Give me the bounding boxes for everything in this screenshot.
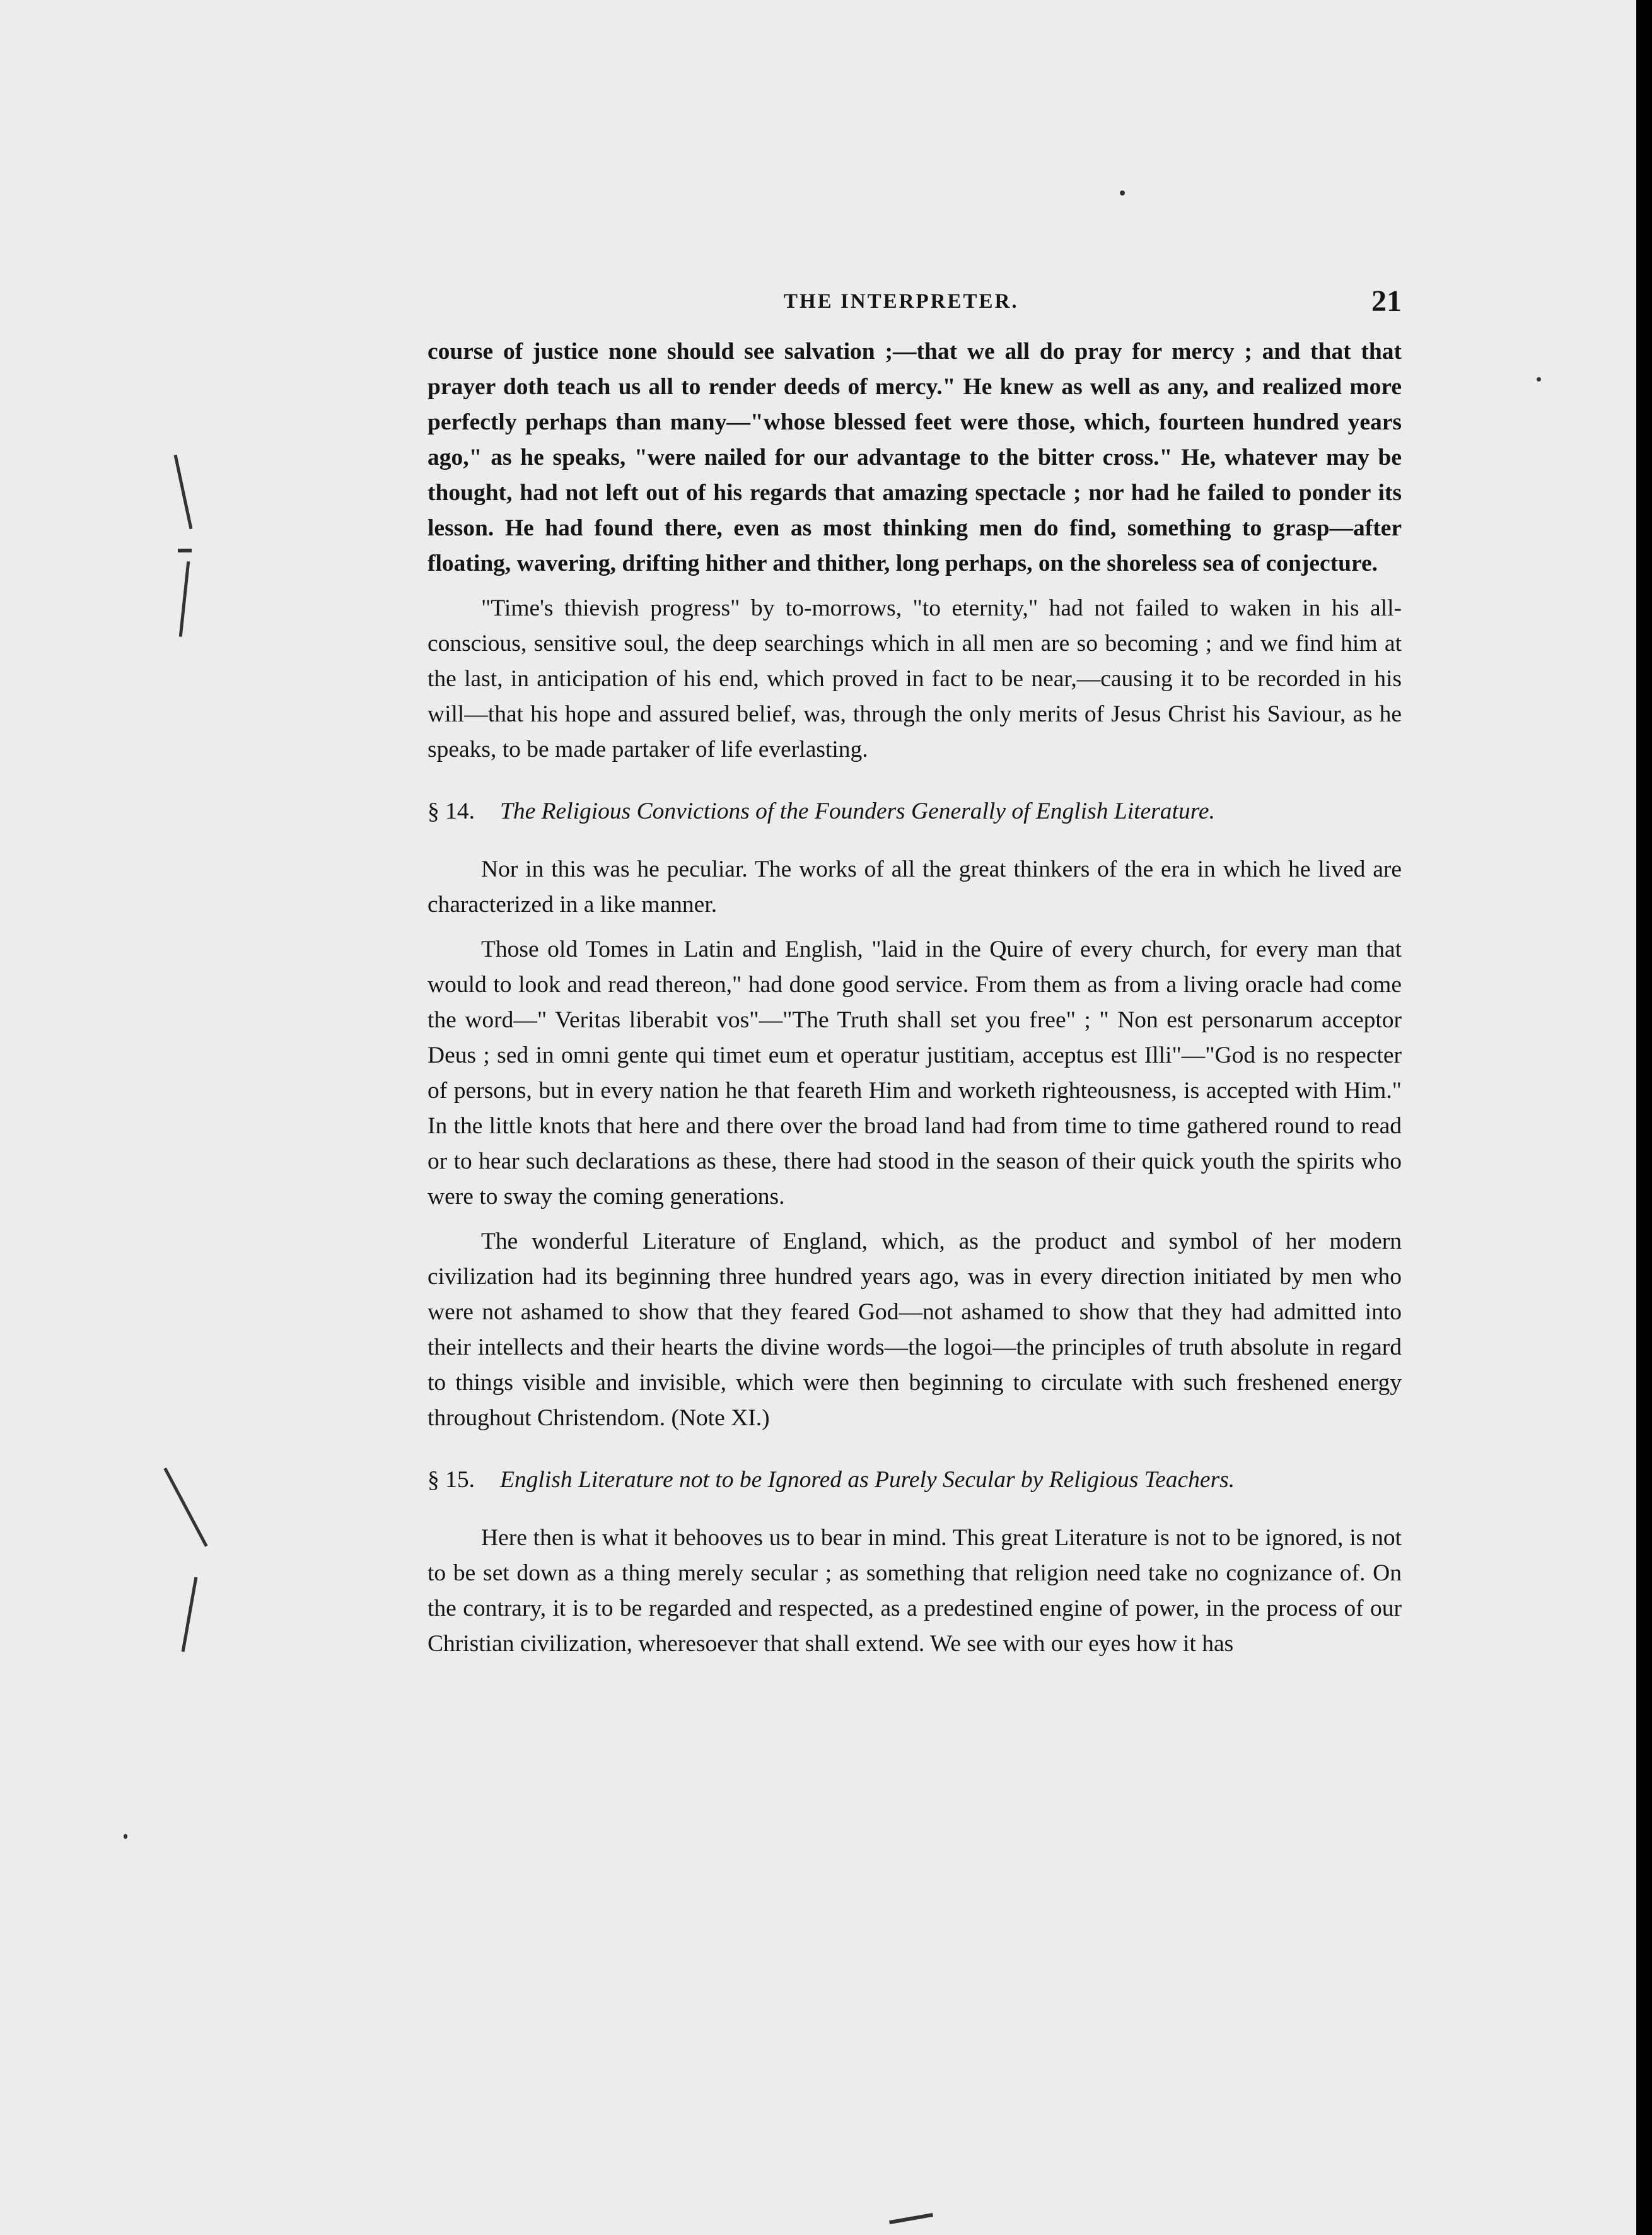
page-header (428, 284, 1402, 334)
paragraph: course of justice none should see salvation ;—that we all do pray for mercy ; and that that prayer doth teach us all to render deeds of mercy." He knew as well as any, and realized more perfectly perhaps than many—"whose blessed feet were those, which, fourteen hundred years ago," as he speaks, "were nailed for our advantage to the bitter cross." He, whatever may be thought, had not left out of his regards that amazing spectacle ; nor had he failed to ponder its lesson. He had found there, even as most thinking men do find, something to grasp—after floating, wavering, drifting hither and thither, long perhaps, on the shoreless sea of conjecture. (428, 339, 1402, 576)
section-number: § 14. (428, 798, 475, 824)
section-heading-15 (428, 1462, 1402, 1498)
bottom-smudge (889, 2213, 933, 2224)
margin-dot (124, 1834, 127, 1839)
margin-mark (163, 1468, 207, 1547)
margin-mark (178, 549, 192, 552)
section-heading-14 (428, 794, 1402, 829)
paragraph: Those old Tomes in Latin and English, "laid in the Quire of every church, for every man that would to look and read thereon," had done good service. From them as from a living oracle had come the word—" Veritas liberabit vos"—"The Truth shall set you free" ; " Non est personarum acceptor Deus ; sed in omni gente qui timet eum et operatur justitiam, acceptus est Illi"—"God is no respecter of persons, but in every nation he that feareth Him and worketh righteousness, is accepted with Him." In the little knots that here and there over the broad land had from time to time gathered round to read or to hear such declarations as these, there had stood in the season of their quick youth the spirits who were to sway the coming generations. (428, 937, 1402, 1210)
margin-mark (174, 455, 193, 529)
section-title: The Religious Convictions of the Founders Generally of English Literature. (500, 798, 1215, 824)
section-title: English Literature not to be Ignored as Purely Secular by Religious Teachers. (500, 1467, 1235, 1493)
margin-dot (1537, 377, 1541, 382)
paragraph: "Time's thievish progress" by to-morrows, "to eternity," had not failed to waken in his all-conscious, sensitive soul, the deep searchings which in all men are so becoming ; and we find him at the last, in anticipation of his end, which proved in fact to be near,—causing it to be recorded in his will—that his hope and assured belief, was, through the only merits of Jesus Christ his Saviour, as he speaks, to be made partaker of life everlasting. (428, 595, 1402, 762)
running-head: THE INTERPRETER. (784, 290, 1019, 313)
page-number: 21 (1371, 284, 1402, 318)
margin-dot (1120, 190, 1125, 195)
page-content (428, 284, 1402, 1671)
margin-mark (179, 561, 190, 637)
paragraph: Here then is what it behooves us to bear in mind. This great Literature is not to be ignored, is not to be set down as a thing merely secular ; as something that religion need take no cognizance of. On the contrary, it is to be regarded and respected, as a predestined engine of power, in the process of our Christian civilization, wheresoever that shall extend. We see with our eyes how it has (428, 1525, 1402, 1657)
paragraph: Nor in this was he peculiar. The works of all the great thinkers of the era in which he lived are characterized in a like manner. (428, 856, 1402, 918)
section-number: § 15. (428, 1467, 475, 1493)
paragraph: The wonderful Literature of England, which, as the product and symbol of her modern civilization had its beginning three hundred years ago, was in every direction initiated by men who were not ashamed to show that they feared God—not ashamed to show that they had admitted into their intellects and their hearts the divine words—the logoi—the principles of truth absolute in regard to things visible and invisible, which were then beginning to circulate with such freshened energy throughout Christendom. (Note XI.) (428, 1228, 1402, 1431)
margin-mark (182, 1577, 198, 1652)
